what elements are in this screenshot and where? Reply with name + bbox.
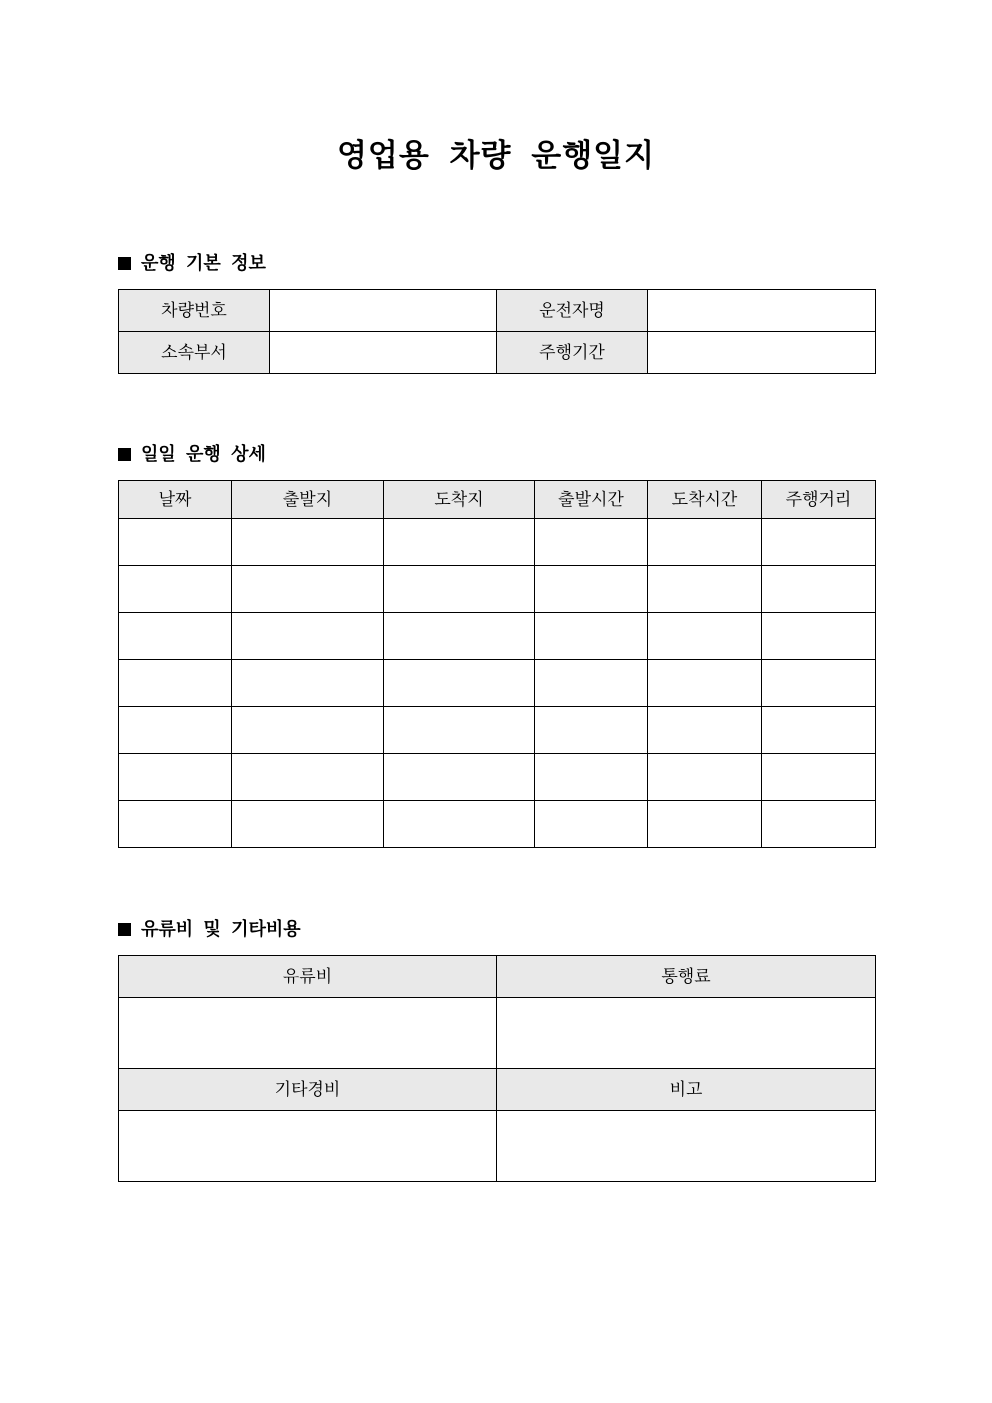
date-cell[interactable] bbox=[119, 707, 232, 754]
date-cell[interactable] bbox=[119, 801, 232, 848]
other-expense-field[interactable] bbox=[119, 1111, 497, 1182]
date-cell[interactable] bbox=[119, 519, 232, 566]
departure-time-cell[interactable] bbox=[535, 519, 648, 566]
fuel-cost-label: 유류비 bbox=[119, 956, 497, 998]
fuel-cost-field[interactable] bbox=[119, 998, 497, 1069]
destination-cell[interactable] bbox=[384, 566, 535, 613]
column-header-destination: 도착지 bbox=[384, 481, 535, 519]
destination-cell[interactable] bbox=[384, 801, 535, 848]
column-header-departure-time: 출발시간 bbox=[535, 481, 648, 519]
destination-cell[interactable] bbox=[384, 519, 535, 566]
departure-time-cell[interactable] bbox=[535, 754, 648, 801]
distance-cell[interactable] bbox=[762, 754, 876, 801]
date-cell[interactable] bbox=[119, 566, 232, 613]
origin-cell[interactable] bbox=[232, 707, 384, 754]
distance-cell[interactable] bbox=[762, 566, 876, 613]
origin-cell[interactable] bbox=[232, 613, 384, 660]
date-cell[interactable] bbox=[119, 613, 232, 660]
origin-cell[interactable] bbox=[232, 754, 384, 801]
origin-cell[interactable] bbox=[232, 519, 384, 566]
departure-time-cell[interactable] bbox=[535, 613, 648, 660]
square-bullet-icon bbox=[118, 448, 131, 461]
basic-info-table bbox=[118, 289, 876, 374]
column-header-distance: 주행거리 bbox=[762, 481, 876, 519]
table-row bbox=[119, 754, 876, 801]
origin-cell[interactable] bbox=[232, 660, 384, 707]
daily-detail-body bbox=[119, 519, 876, 848]
note-field[interactable] bbox=[497, 1111, 876, 1182]
daily-detail-table bbox=[118, 480, 876, 848]
destination-cell[interactable] bbox=[384, 707, 535, 754]
arrival-time-cell[interactable] bbox=[648, 519, 762, 566]
toll-fee-field[interactable] bbox=[497, 998, 876, 1069]
date-cell[interactable] bbox=[119, 754, 232, 801]
distance-cell[interactable] bbox=[762, 613, 876, 660]
departure-time-cell[interactable] bbox=[535, 660, 648, 707]
column-header-date: 날짜 bbox=[119, 481, 232, 519]
destination-cell[interactable] bbox=[384, 613, 535, 660]
destination-cell[interactable] bbox=[384, 660, 535, 707]
vehicle-number-field[interactable] bbox=[270, 290, 497, 332]
department-field[interactable] bbox=[270, 332, 497, 374]
vehicle-number-label: 차량번호 bbox=[119, 290, 270, 332]
table-row bbox=[119, 660, 876, 707]
note-label: 비고 bbox=[497, 1069, 876, 1111]
distance-cell[interactable] bbox=[762, 660, 876, 707]
distance-cell[interactable] bbox=[762, 801, 876, 848]
section-heading-daily-text: 일일 운행 상세 bbox=[141, 444, 266, 465]
table-row bbox=[119, 290, 876, 332]
arrival-time-cell[interactable] bbox=[648, 707, 762, 754]
table-header-row bbox=[119, 481, 876, 519]
table-row bbox=[119, 566, 876, 613]
table-row bbox=[119, 707, 876, 754]
table-row bbox=[119, 801, 876, 848]
department-label: 소속부서 bbox=[119, 332, 270, 374]
arrival-time-cell[interactable] bbox=[648, 754, 762, 801]
column-header-origin: 출발지 bbox=[232, 481, 384, 519]
section-heading-expense bbox=[118, 918, 301, 942]
departure-time-cell[interactable] bbox=[535, 801, 648, 848]
table-header-row bbox=[119, 1069, 876, 1111]
table-row bbox=[119, 332, 876, 374]
distance-cell[interactable] bbox=[762, 519, 876, 566]
other-expense-label: 기타경비 bbox=[119, 1069, 497, 1111]
destination-cell[interactable] bbox=[384, 754, 535, 801]
driver-name-field[interactable] bbox=[648, 290, 876, 332]
section-heading-daily bbox=[118, 443, 266, 467]
table-row bbox=[119, 613, 876, 660]
period-field[interactable] bbox=[648, 332, 876, 374]
departure-time-cell[interactable] bbox=[535, 707, 648, 754]
toll-fee-label: 통행료 bbox=[497, 956, 876, 998]
departure-time-cell[interactable] bbox=[535, 566, 648, 613]
table-row bbox=[119, 998, 876, 1069]
section-heading-basic-text: 운행 기본 정보 bbox=[141, 253, 266, 274]
distance-cell[interactable] bbox=[762, 707, 876, 754]
origin-cell[interactable] bbox=[232, 801, 384, 848]
table-row bbox=[119, 1111, 876, 1182]
driver-name-label: 운전자명 bbox=[497, 290, 648, 332]
arrival-time-cell[interactable] bbox=[648, 566, 762, 613]
period-label: 주행기간 bbox=[497, 332, 648, 374]
arrival-time-cell[interactable] bbox=[648, 660, 762, 707]
table-row bbox=[119, 519, 876, 566]
square-bullet-icon bbox=[118, 923, 131, 936]
origin-cell[interactable] bbox=[232, 566, 384, 613]
section-heading-basic bbox=[118, 252, 266, 276]
section-heading-expense-text: 유류비 및 기타비용 bbox=[141, 919, 301, 940]
table-header-row bbox=[119, 956, 876, 998]
column-header-arrival-time: 도착시간 bbox=[648, 481, 762, 519]
arrival-time-cell[interactable] bbox=[648, 613, 762, 660]
document-title: 영업용 차량 운행일지 bbox=[336, 138, 656, 174]
arrival-time-cell[interactable] bbox=[648, 801, 762, 848]
date-cell[interactable] bbox=[119, 660, 232, 707]
square-bullet-icon bbox=[118, 257, 131, 270]
expense-table bbox=[118, 955, 876, 1182]
